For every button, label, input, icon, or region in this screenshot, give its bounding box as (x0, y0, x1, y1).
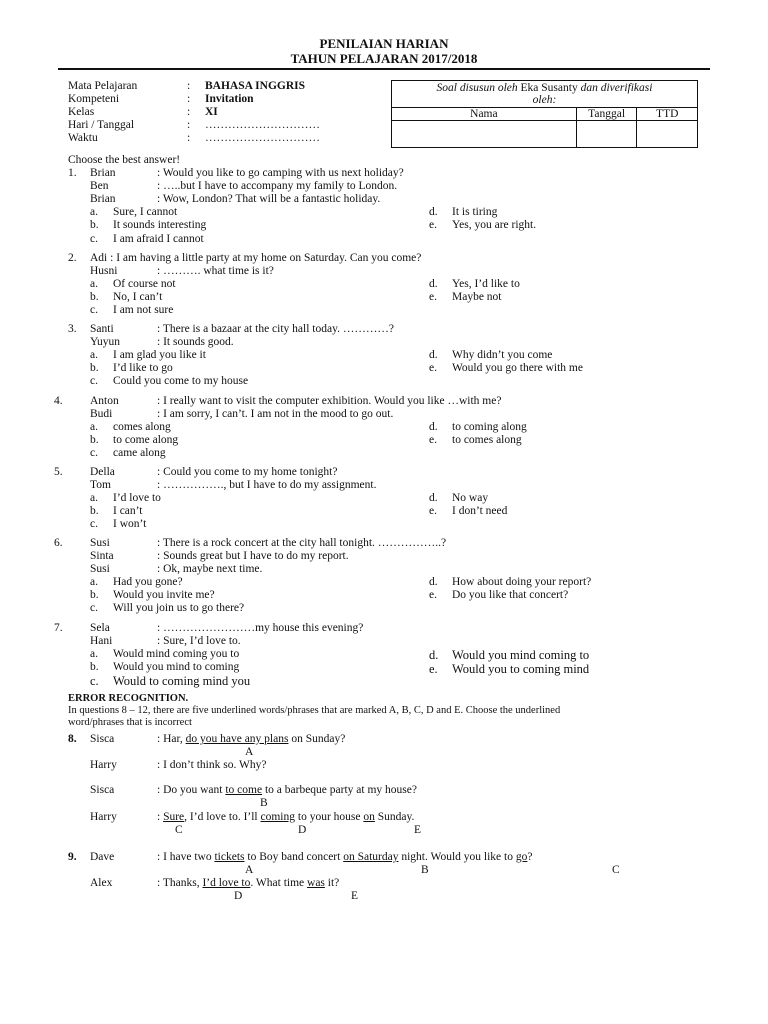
option-letter: a. (90, 421, 98, 433)
option-letter: b. (90, 505, 99, 517)
nama-cell (392, 121, 577, 148)
dialogue-line: : There is a bazaar at the city hall today. …………? (157, 323, 394, 335)
option-a[interactable]: I am glad you like it (113, 349, 206, 361)
error-section-title: ERROR RECOGNITION. (68, 693, 189, 704)
dialogue-line: : Thanks, I’d love to. What time was it? (157, 877, 340, 889)
col-tanggal-header: Tanggal (576, 108, 637, 121)
option-letter: d. (429, 576, 438, 588)
marker-a: A (245, 746, 254, 758)
option-letter: a. (90, 278, 98, 290)
marker-c: C (612, 864, 620, 876)
option-a[interactable]: Of course not (113, 278, 176, 290)
speaker: Husni (90, 265, 118, 277)
underlined-a[interactable]: do you have any plans (185, 733, 289, 745)
info-label: Waktu (68, 132, 98, 144)
speaker: Harry (90, 759, 117, 771)
underlined-d[interactable]: I’d love to (202, 877, 251, 889)
option-letter: d. (429, 492, 438, 504)
speaker: Budi (90, 408, 113, 420)
dialogue-line: : I don’t think so. Why? (157, 759, 267, 771)
signature-verified-by: oleh: (532, 94, 557, 106)
dialogue-line: : Wow, London? That will be a fantastic holiday. (157, 193, 381, 205)
option-letter: c. (90, 447, 98, 459)
option-letter: c. (90, 602, 98, 614)
marker-a: A (245, 864, 254, 876)
option-e[interactable]: Do you like that concert? (452, 589, 569, 601)
dialogue-line: : Could you come to my home tonight? (157, 466, 338, 478)
speaker: Tom (90, 479, 111, 491)
option-c[interactable]: Could you come to my house (113, 375, 249, 387)
option-d[interactable]: Yes, I’d like to (452, 278, 520, 290)
marker-d: D (298, 824, 307, 836)
speaker: Della (90, 466, 115, 478)
dialogue-line: : I really want to visit the computer exhibition. Would you like …with me? (157, 395, 502, 407)
underlined-b[interactable]: on Saturday (343, 851, 399, 863)
error-instructions-line1: In questions 8 – 12, there are five underlined words/phrases that are marked A, B, C, D and E. Choose the underlined (68, 705, 561, 716)
ttd-cell (637, 121, 698, 148)
option-letter: b. (90, 291, 99, 303)
dialogue-line: : …..but I have to accompany my family to London. (157, 180, 398, 192)
info-label: Hari / Tanggal (68, 119, 135, 131)
option-letter: c. (90, 518, 98, 530)
info-sep: : (187, 93, 191, 105)
option-letter: e. (429, 434, 437, 446)
dialogue-line: : It sounds good. (157, 336, 234, 348)
question-number: 2. (68, 252, 77, 264)
underlined-b[interactable]: to come (225, 784, 263, 796)
speaker: Anton (90, 395, 119, 407)
option-letter: c. (90, 304, 98, 316)
question-number: 8. (68, 733, 77, 745)
info-sep: : (187, 80, 191, 92)
option-letter: e. (429, 662, 438, 676)
option-d[interactable]: Why didn’t you come (452, 349, 553, 361)
info-value-competency: Invitation (205, 93, 254, 105)
option-b[interactable]: Would you mind to coming (113, 661, 240, 673)
speaker: Yuyun (90, 336, 121, 348)
question-number: 3. (68, 323, 77, 335)
marker-b: B (260, 797, 268, 809)
signature-table (391, 80, 698, 148)
option-c[interactable]: Will you join us to go there? (113, 602, 245, 614)
underlined-c[interactable]: go (515, 851, 528, 863)
question-number: 5. (54, 466, 63, 478)
info-value-class: XI (205, 106, 218, 118)
option-letter: e. (429, 505, 437, 517)
option-letter: b. (90, 362, 99, 374)
option-b[interactable]: No, I can’t (113, 291, 163, 303)
dialogue-line: : There is a rock concert at the city hall tonight. ……………..? (157, 537, 447, 549)
option-b[interactable]: to come along (113, 434, 179, 446)
speaker: Brian (90, 193, 116, 205)
info-sep: : (187, 106, 191, 118)
option-letter: e. (429, 362, 437, 374)
question-number: 1. (68, 167, 77, 179)
option-letter: c. (90, 233, 98, 245)
info-value-subject: BAHASA INGGRIS (205, 80, 306, 92)
option-letter: d. (429, 349, 438, 361)
col-nama-header: Nama (392, 108, 577, 121)
speaker: Sisca (90, 733, 115, 745)
option-a[interactable]: Sure, I cannot (113, 206, 178, 218)
marker-e: E (414, 824, 422, 836)
dialogue-line: : Har, do you have any plans on Sunday? (157, 733, 346, 745)
option-b[interactable]: Would you invite me? (113, 589, 215, 601)
marker-e: E (351, 890, 359, 902)
option-c[interactable]: I won’t (113, 518, 147, 530)
dialogue-line: : Do you want to come to a barbeque party at my house? (157, 784, 417, 796)
option-letter: b. (90, 219, 99, 231)
dialogue-line: : Sure, I’d love to. (157, 635, 241, 647)
option-letter: a. (90, 206, 98, 218)
option-b[interactable]: I’d like to go (113, 362, 173, 374)
underlined-d[interactable]: coming (260, 811, 295, 823)
underlined-c[interactable]: Sure (163, 811, 185, 823)
option-letter: a. (90, 349, 98, 361)
error-instructions-line2: word/phrases that is incorrect (68, 717, 192, 728)
info-value-time: ………………………… (205, 132, 320, 144)
option-c[interactable]: I am afraid I cannot (113, 233, 204, 245)
speaker: Sinta (90, 550, 114, 562)
speaker: Susi (90, 563, 110, 575)
option-d[interactable]: How about doing your report? (452, 576, 592, 588)
page-subtitle: TAHUN PELAJARAN 2017/2018 (290, 51, 478, 66)
question-number: 7. (54, 622, 63, 634)
speaker: Susi (90, 537, 110, 549)
info-sep: : (187, 119, 191, 131)
option-e[interactable]: Would you go there with me (452, 362, 583, 374)
question-number: 4. (54, 395, 63, 407)
instructions: Choose the best answer! (68, 154, 181, 166)
question-number: 9. (68, 851, 77, 863)
dialogue-line: : Sounds great but I have to do my report. (157, 550, 349, 562)
col-ttd-header: TTD (637, 108, 698, 121)
signature-credit-suffix: dan diverifikasi (580, 82, 653, 94)
info-value-date: ………………………… (205, 119, 320, 131)
marker-c: C (175, 824, 183, 836)
info-sep: : (187, 132, 191, 144)
option-e[interactable]: Would you to coming mind (452, 662, 590, 676)
info-label: Kompeteni (68, 93, 120, 105)
option-d[interactable]: It is tiring (452, 206, 498, 218)
option-d[interactable]: Would you mind coming to (452, 648, 590, 662)
option-letter: e. (429, 291, 437, 303)
dialogue-line: : ………. what time is it? (157, 265, 274, 277)
underlined-e[interactable]: on (363, 811, 375, 823)
speaker: Ben (90, 180, 109, 192)
speaker: Hani (90, 635, 113, 647)
option-letter: e. (429, 589, 437, 601)
tanggal-cell (576, 121, 637, 148)
option-c[interactable]: came along (113, 447, 166, 459)
marker-b: B (421, 864, 429, 876)
option-e[interactable]: to comes along (452, 434, 522, 446)
option-letter: e. (429, 219, 437, 231)
option-c[interactable]: I am not sure (113, 304, 174, 316)
info-label: Mata Pelajaran (68, 80, 138, 92)
underlined-a[interactable]: tickets (214, 851, 245, 863)
option-letter: d. (429, 648, 439, 662)
dialogue-line: : ……………., but I have to do my assignment. (157, 479, 377, 491)
option-a[interactable]: Had you gone? (113, 576, 183, 588)
marker-d: D (234, 890, 243, 902)
speaker: Sisca (90, 784, 115, 796)
option-letter: b. (90, 589, 99, 601)
dialogue-line: : I have two tickets to Boy band concert on Saturday night. Would you like to go? (157, 851, 533, 863)
option-letter: d. (429, 278, 438, 290)
option-d[interactable]: No way (452, 492, 489, 504)
option-letter: d. (429, 206, 438, 218)
option-letter: c. (90, 375, 98, 387)
option-b[interactable]: It sounds interesting (113, 219, 207, 231)
dialogue-line: : ……………………my house this evening? (157, 622, 364, 634)
signature-credit-prefix: Soal disusun oleh (436, 82, 518, 94)
dialogue-line: : Sure, I’d love to. I’ll coming to your house on Sunday. (157, 811, 415, 823)
option-e[interactable]: Maybe not (452, 291, 502, 303)
question-number: 6. (54, 537, 63, 549)
option-a[interactable]: Would mind coming you to (113, 648, 240, 660)
underlined-e[interactable]: was (307, 877, 325, 889)
option-b[interactable]: I can’t (113, 505, 143, 517)
speaker: Harry (90, 811, 117, 823)
option-letter: a. (90, 576, 98, 588)
option-letter: a. (90, 648, 98, 660)
option-letter: c. (90, 674, 99, 688)
signature-author: Eka Susanty (520, 82, 578, 94)
speaker: Sela (90, 622, 110, 634)
option-a[interactable]: I’d love to (113, 492, 161, 504)
speaker: Santi (90, 323, 114, 335)
option-letter: a. (90, 492, 98, 504)
speaker: Brian (90, 167, 116, 179)
page-title: PENILAIAN HARIAN (319, 36, 449, 51)
speaker: Dave (90, 851, 115, 863)
info-label: Kelas (68, 106, 95, 118)
dialogue-line: : I am sorry, I can’t. I am not in the mood to go out. (157, 408, 394, 420)
option-e[interactable]: Yes, you are right. (452, 219, 537, 231)
option-e[interactable]: I don’t need (452, 505, 508, 517)
option-c[interactable]: Would to coming mind you (113, 674, 251, 688)
option-letter: d. (429, 421, 438, 433)
header-divider (58, 68, 710, 70)
option-d[interactable]: to coming along (452, 421, 527, 433)
dialogue-line: : Would you like to go camping with us next holiday? (157, 167, 404, 179)
speaker: Alex (90, 877, 113, 889)
dialogue-line: : Ok, maybe next time. (157, 563, 263, 575)
option-letter: b. (90, 434, 99, 446)
option-letter: b. (90, 661, 99, 673)
option-a[interactable]: comes along (113, 421, 171, 433)
dialogue-line: Adi : I am having a little party at my home on Saturday. Can you come? (90, 252, 422, 264)
